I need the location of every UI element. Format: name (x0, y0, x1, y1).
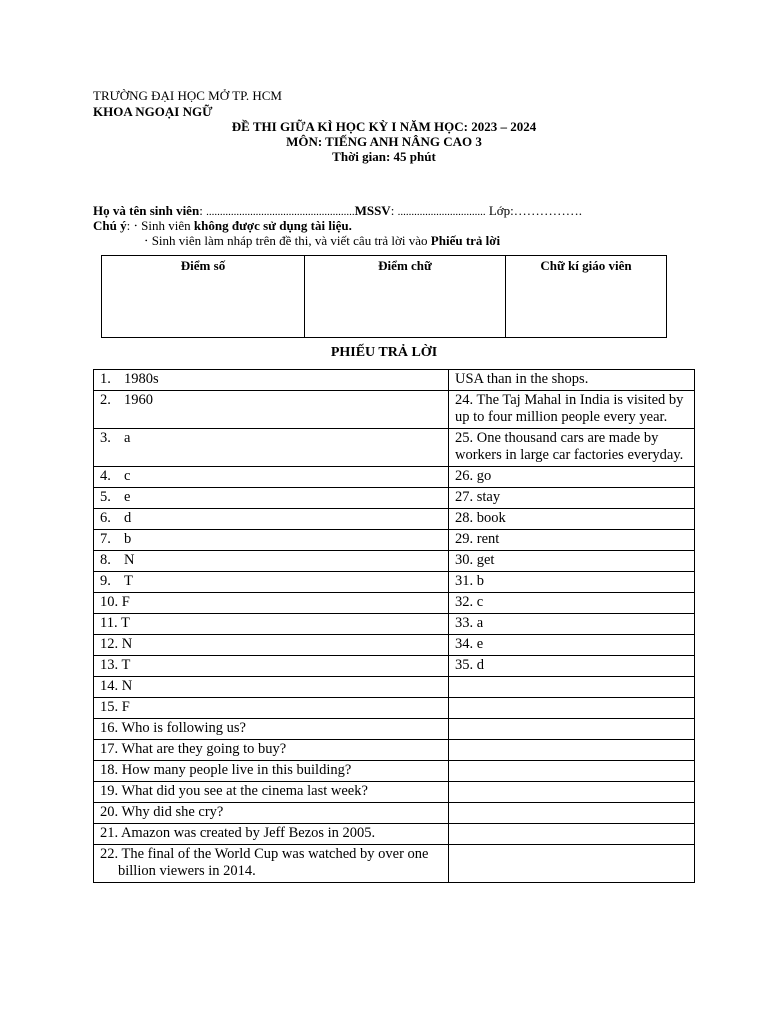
answer-row (94, 530, 695, 551)
note2-bold: Phiếu trả lời (430, 233, 501, 248)
answer-row (94, 803, 695, 824)
answer-cell-left[interactable] (94, 551, 449, 572)
note1-bold: không được sử dụng tài liệu. (193, 218, 352, 233)
answer-cell-right[interactable]: 26. go (449, 467, 695, 488)
answer-row (94, 467, 695, 488)
answer-row (94, 740, 695, 761)
answer-cell-right[interactable]: 30. get (449, 551, 695, 572)
answer-row (94, 370, 695, 391)
answer-cell-right[interactable]: USA than in the shops. (449, 370, 695, 391)
answer-text: a (124, 430, 131, 446)
answer-cell-left[interactable] (94, 530, 449, 551)
score-words-cell[interactable] (305, 256, 506, 338)
answer-row (94, 656, 695, 677)
answer-cell-right[interactable] (449, 698, 695, 719)
teacher-signature-cell[interactable] (506, 256, 667, 338)
answer-row (94, 845, 695, 883)
answer-cell-right[interactable] (449, 824, 695, 845)
answer-cell-left[interactable]: 11. T (94, 614, 449, 635)
student-name-colon: : (199, 203, 207, 218)
note1-prefix: ⋅ Sinh viên (133, 218, 194, 233)
answer-row (94, 593, 695, 614)
answer-cell-left[interactable]: 21. Amazon was created by Jeff Bezos in 2005. (94, 824, 449, 845)
answer-cell-right[interactable]: 25. One thousand cars are made by workers in large car factories everyday. (449, 429, 695, 467)
answer-cell-left[interactable] (94, 488, 449, 509)
note-colon: : (126, 218, 134, 233)
score-table (101, 255, 667, 338)
answer-cell-right[interactable]: 34. e (449, 635, 695, 656)
answer-cell-right[interactable] (449, 761, 695, 782)
answer-row (94, 761, 695, 782)
score-number-header: Điểm số (180, 258, 226, 273)
answer-row (94, 509, 695, 530)
answer-text: 1980s (124, 371, 159, 387)
student-name-field[interactable]: ...................................................... (206, 206, 355, 218)
answer-row (94, 677, 695, 698)
answer-text: d (124, 510, 132, 526)
answer-text: b (124, 531, 132, 547)
note2-prefix: ⋅ Sinh viên làm nháp trên đề thi, và viết câu trả lời vào (144, 233, 431, 248)
answer-number: 3. (100, 430, 111, 446)
score-words-header: Điểm chữ (378, 258, 432, 273)
subject-title: MÔN: TIẾNG ANH NÂNG CAO 3 (286, 134, 482, 149)
answer-row (94, 391, 695, 429)
answer-cell-left[interactable]: 19. What did you see at the cinema last week? (94, 782, 449, 803)
answer-cell-right[interactable]: 27. stay (449, 488, 695, 509)
answer-cell-right[interactable] (449, 845, 695, 883)
answer-cell-right[interactable]: 33. a (449, 614, 695, 635)
student-id-colon: : (390, 203, 398, 218)
exam-time: Thời gian: 45 phút (332, 149, 436, 164)
class-label[interactable]: Lớp:……………. (485, 203, 582, 218)
answer-row (94, 551, 695, 572)
answer-cell-left[interactable] (94, 509, 449, 530)
answer-cell-right[interactable]: 35. d (449, 656, 695, 677)
answer-row (94, 635, 695, 656)
student-name-label: Họ và tên sinh viên (93, 203, 200, 218)
student-id-label: MSSV (354, 203, 391, 218)
answer-cell-left[interactable] (94, 370, 449, 391)
exam-title: ĐỀ THI GIỮA KÌ HỌC KỲ I NĂM HỌC: 2023 – 2024 (231, 119, 537, 134)
faculty-name: KHOA NGOẠI NGỮ (93, 104, 213, 119)
answer-text: c (124, 468, 131, 484)
answer-cell-right[interactable]: 29. rent (449, 530, 695, 551)
answer-cell-left[interactable] (94, 429, 449, 467)
answer-cell-right[interactable]: 31. b (449, 572, 695, 593)
answer-row (94, 614, 695, 635)
answer-number: 5. (100, 489, 111, 505)
answer-cell-right[interactable]: 24. The Taj Mahal in India is visited by up to four million people every year. (449, 391, 695, 429)
answer-cell-right[interactable] (449, 740, 695, 761)
answer-cell-left[interactable]: 10. F (94, 593, 449, 614)
answer-row (94, 572, 695, 593)
note-line-1 (93, 218, 352, 233)
answer-cell-left[interactable]: 17. What are they going to buy? (94, 740, 449, 761)
answer-cell-right[interactable] (449, 803, 695, 824)
answer-cell-left[interactable]: 12. N (94, 635, 449, 656)
answer-text: e (124, 489, 131, 505)
answer-cell-left[interactable] (94, 467, 449, 488)
answer-cell-left[interactable]: 20. Why did she cry? (94, 803, 449, 824)
answer-number: 8. (100, 552, 111, 568)
answer-cell-left[interactable] (94, 391, 449, 429)
answer-cell-right[interactable]: 28. book (449, 509, 695, 530)
answer-number: 4. (100, 468, 111, 484)
answer-cell-right[interactable] (449, 677, 695, 698)
answer-number: 7. (100, 531, 111, 547)
answer-cell-left[interactable]: 16. Who is following us? (94, 719, 449, 740)
answer-row (94, 719, 695, 740)
note-label: Chú ý (93, 218, 127, 233)
answer-cell-right[interactable] (449, 719, 695, 740)
answer-cell-left[interactable]: 13. T (94, 656, 449, 677)
answer-row (94, 429, 695, 467)
answer-text: N (124, 552, 135, 568)
answer-cell-left[interactable] (94, 572, 449, 593)
answer-cell-left[interactable]: 18. How many people live in this building? (94, 761, 449, 782)
answer-number: 6. (100, 510, 111, 526)
answer-row (94, 782, 695, 803)
answer-text: 1960 (124, 392, 153, 408)
answer-cell-left[interactable]: 15. F (94, 698, 449, 719)
answer-cell-left[interactable]: 22. The final of the World Cup was watched by over one billion viewers in 2014. (94, 845, 449, 883)
answer-number: 1. (100, 371, 111, 387)
note-line-2 (144, 233, 500, 248)
answer-number: 9. (100, 573, 111, 589)
answer-sheet-title: PHIẾU TRẢ LỜI (330, 345, 438, 360)
answer-row (94, 698, 695, 719)
answer-table (93, 369, 695, 883)
answer-row (94, 824, 695, 845)
answer-cell-left[interactable]: 14. N (94, 677, 449, 698)
answer-number: 2. (100, 392, 111, 408)
university-name: TRƯỜNG ĐẠI HỌC MỞ TP. HCM (93, 88, 282, 103)
answer-cell-right[interactable]: 32. c (449, 593, 695, 614)
score-number-cell[interactable] (102, 256, 305, 338)
answer-cell-right[interactable] (449, 782, 695, 803)
teacher-signature-header: Chữ kí giáo viên (540, 258, 632, 273)
answer-row (94, 488, 695, 509)
student-id-field[interactable]: ................................ (397, 206, 486, 218)
answer-text: T (124, 573, 133, 589)
